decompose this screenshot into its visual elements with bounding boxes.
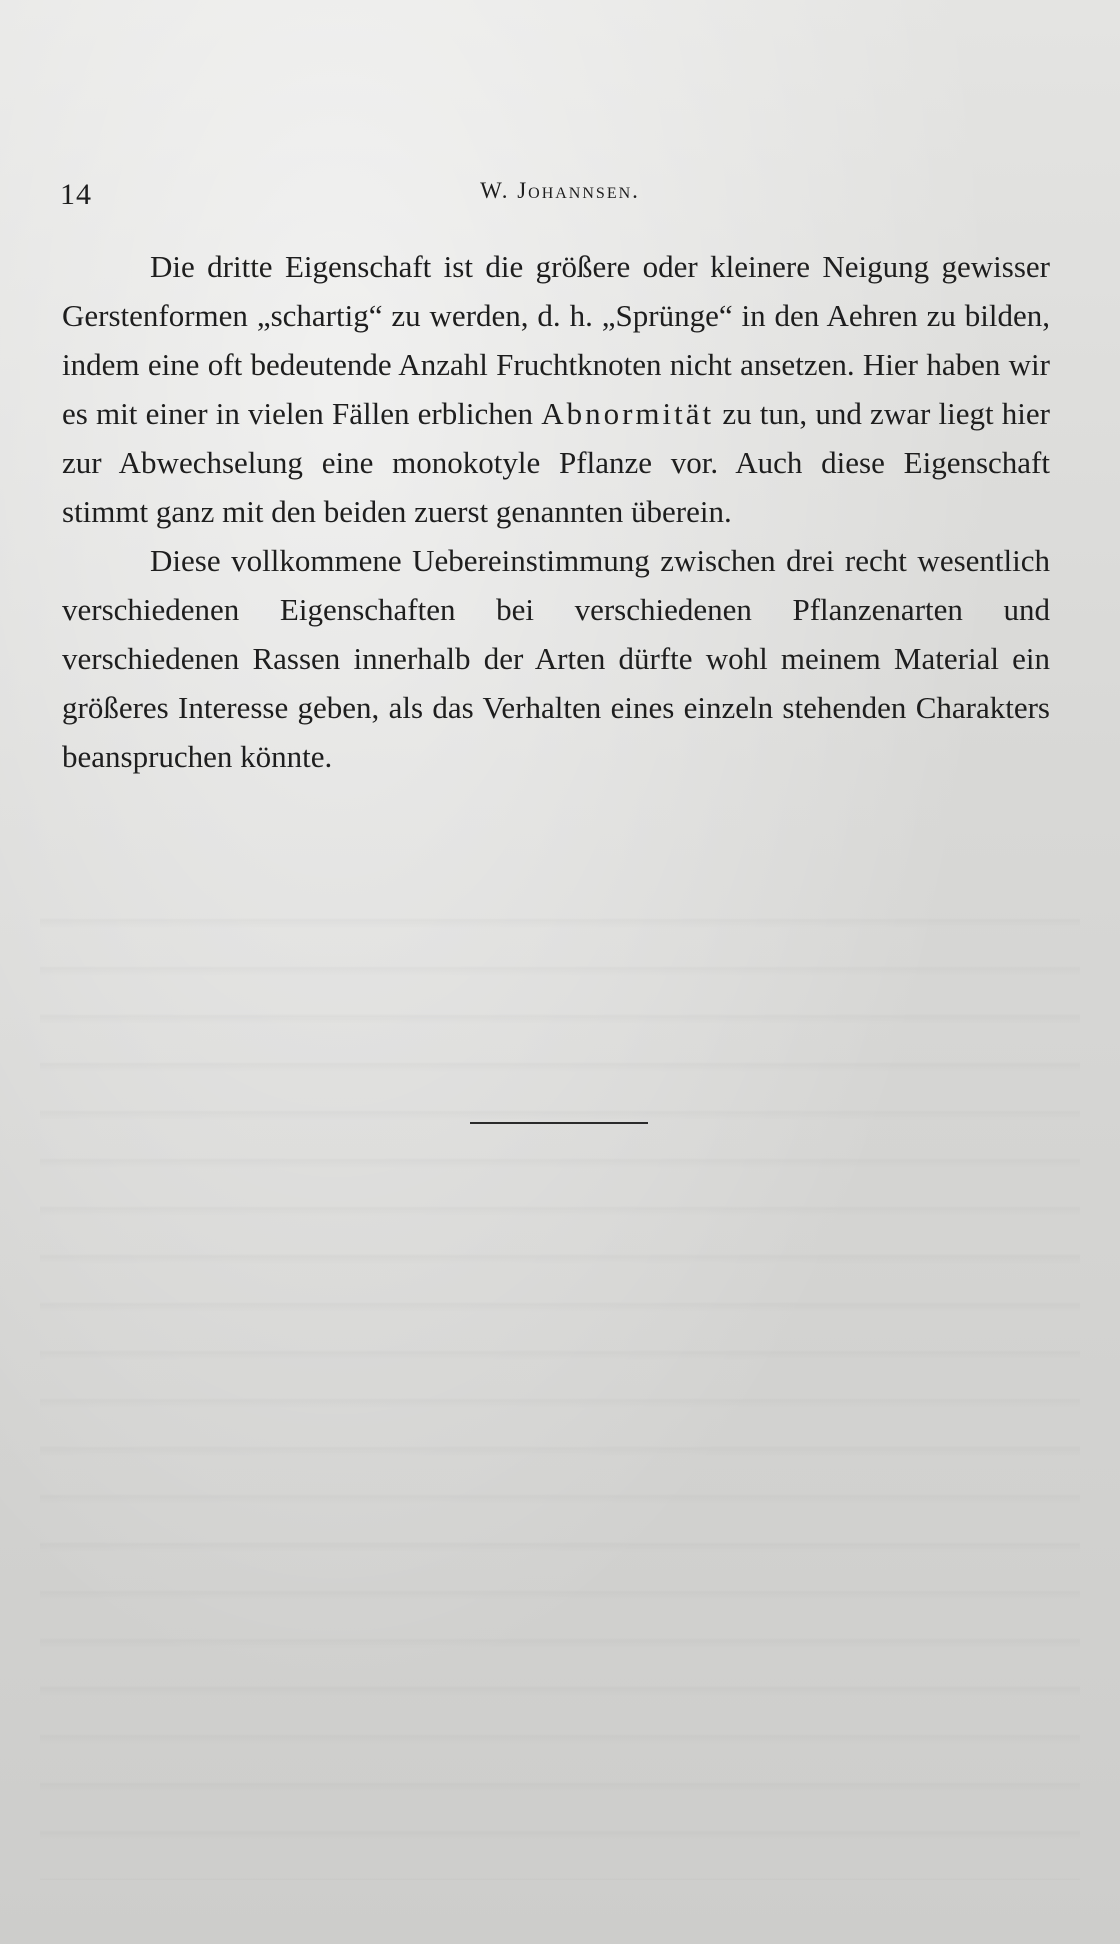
section-end-rule (470, 1122, 648, 1124)
paragraph-2: Diese vollkommene Uebereinstimmung zwischen drei recht wesentlich verschiedenen Eigenschaften bei verschiedenen Pflanzenarten und verschiedenen Rassen innerhalb der Arten dürfte wohl meinem Material ein größeres Interesse geben, als das Verhalten eines einzeln stehenden Charakters beanspruchen könnte. (62, 543, 1050, 774)
body-text (62, 242, 1050, 781)
paragraph-1 (62, 242, 1050, 536)
paragraph-1-text-end: zu tun, und zwar liegt hier zur Abwechselung eine monokotyle Pflanze vor. Auch diese Eigenschaft stimmt ganz mit den beiden zuerst genannten überein. (62, 396, 1050, 529)
emphasized-word: Abnormität (541, 396, 715, 431)
paragraph-1-text-start: Die dritte Eigenschaft ist die größere oder kleinere Neigung gewisser Gerstenformen „schartig“ zu werden, d. h. „Sprünge“ in den Aehren zu bilden, indem eine oft bedeutende Anzahl Fruchtknoten nicht ansetzen. Hier haben wir es mit einer in vielen Fällen erblichen (62, 249, 1050, 431)
running-head: W. Johannsen. (480, 178, 640, 203)
page-number: 14 (60, 178, 92, 211)
show-through-texture (40, 880, 1080, 1880)
